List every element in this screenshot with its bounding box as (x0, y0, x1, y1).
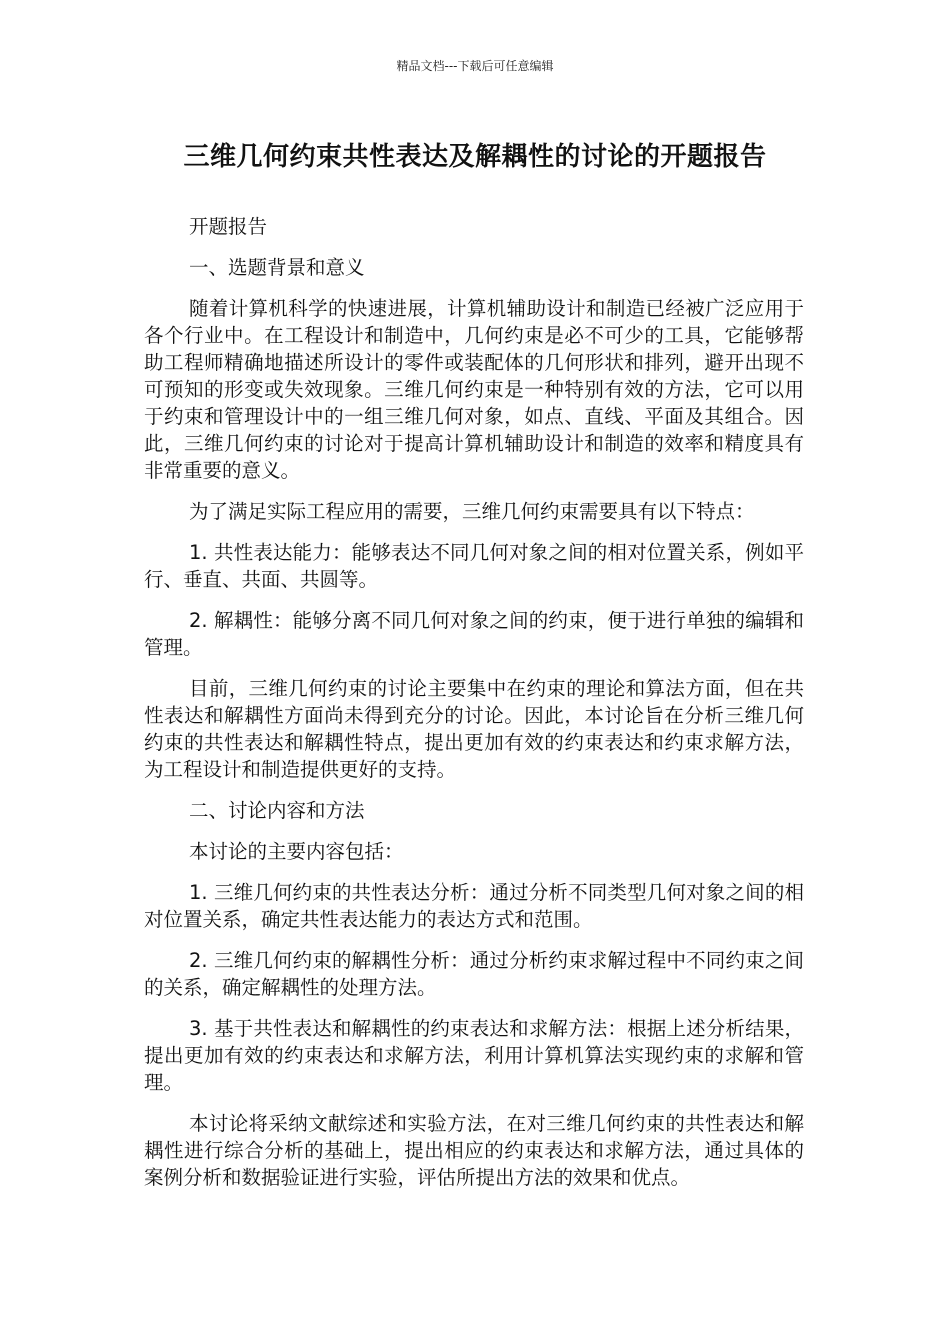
document-body (144, 213, 804, 1205)
section-heading-background: 一、选题背景和意义 (189, 256, 365, 279)
paragraph: 本讨论将采纳文献综述和实验方法，在对三维几何约束的共性表达和解耦性进行综合分析的基础上，提出相应的约束表达和求解方法，通过具体的案例分析和数据验证进行实验，评估所提出方法的效果和优点。 (144, 1112, 804, 1189)
paragraph: 为了满足实际工程应用的需要，三维几何约束需要具有以下特点： (189, 500, 755, 523)
document-title: 三维几何约束共性表达及解耦性的讨论的开题报告 (183, 142, 767, 172)
header-note: 精品文档---下载后可任意编辑 (396, 59, 554, 73)
paragraph: 随着计算机科学的快速进展，计算机辅助设计和制造已经被广泛应用于各个行业中。在工程设计和制造中，几何约束是必不可少的工具，它能够帮助工程师精确地描述所设计的零件或装配体的几何形状和排列，避开出现不可预知的形变或失效现象。三维几何约束是一种特别有效的方法，它可以用于约束和管理设计中的一组三维几何对象，如点、直线、平面及其组合。因此，三维几何约束的讨论对于提高计算机辅助设计和制造的效率和精度具有非常重要的意义。 (144, 297, 804, 482)
list-item: 2. 解耦性：能够分离不同几何对象之间的约束，便于进行单独的编辑和管理。 (144, 609, 804, 659)
list-item: 1. 三维几何约束的共性表达分析：通过分析不同类型几何对象之间的相对位置关系，确定共性表达能力的表达方式和范围。 (144, 881, 804, 931)
list-item: 1. 共性表达能力：能够表达不同几何对象之间的相对位置关系，例如平行、垂直、共面、共圆等。 (144, 541, 804, 591)
paragraph: 本讨论的主要内容包括： (189, 840, 404, 863)
list-item: 2. 三维几何约束的解耦性分析：通过分析约束求解过程中不同约束之间的关系，确定解耦性的处理方法。 (144, 949, 804, 999)
paragraph: 目前，三维几何约束的讨论主要集中在约束的理论和算法方面，但在共性表达和解耦性方面尚未得到充分的讨论。因此，本讨论旨在分析三维几何约束的共性表达和解耦性特点，提出更加有效的约束表达和约束求解方法，为工程设计和制造提供更好的支持。 (144, 677, 804, 781)
list-item: 3. 基于共性表达和解耦性的约束表达和求解方法：根据上述分析结果，提出更加有效的约束表达和求解方法，利用计算机算法实现约束的求解和管理。 (144, 1017, 804, 1094)
paragraph-report-label: 开题报告 (189, 215, 268, 238)
section-heading-content-method: 二、讨论内容和方法 (189, 799, 365, 822)
